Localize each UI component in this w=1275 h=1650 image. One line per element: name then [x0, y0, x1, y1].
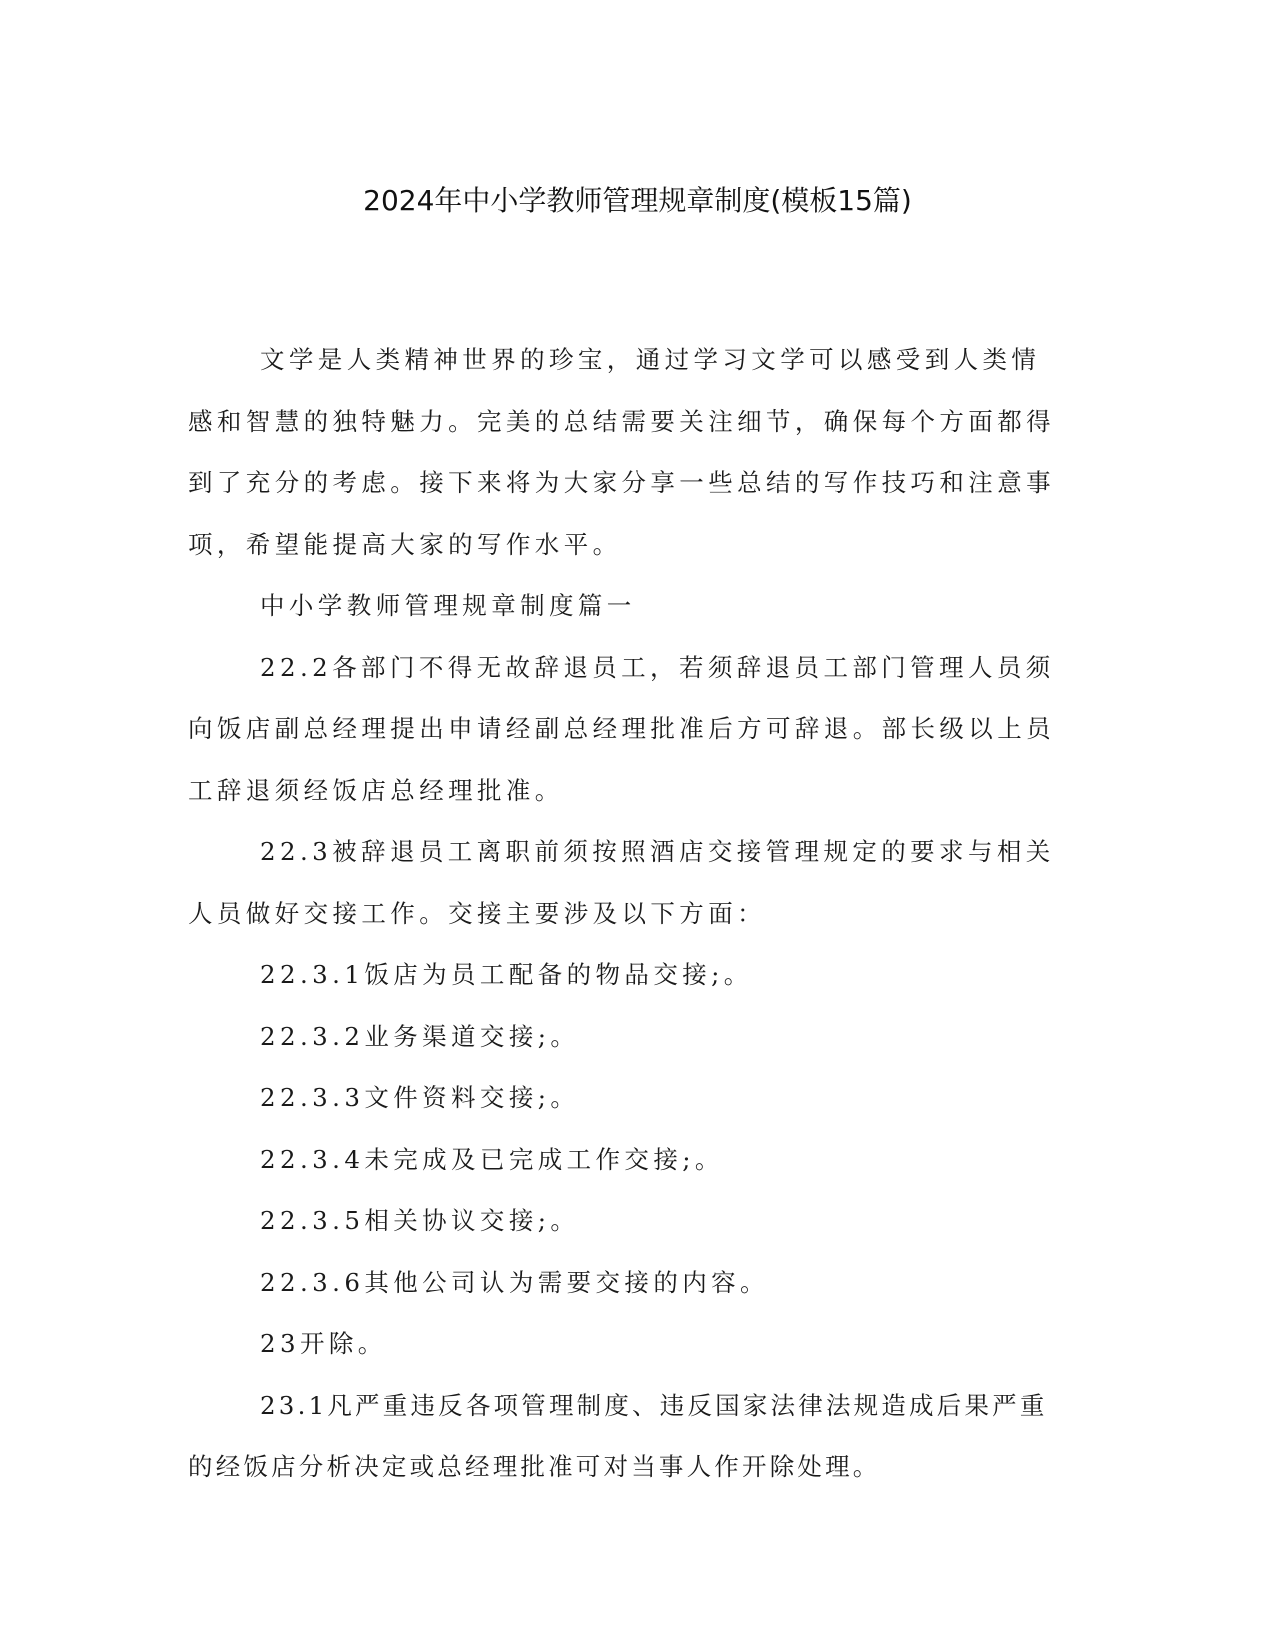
clause-22-3-2: 22.3.2业务渠道交接;。 — [260, 1021, 580, 1051]
clause-22-3-4: 22.3.4未完成及已完成工作交接;。 — [260, 1144, 724, 1174]
clause-22-3-6: 22.3.6其他公司认为需要交接的内容。 — [260, 1267, 769, 1297]
clause-22-3-1: 22.3.1饭店为员工配备的物品交接;。 — [260, 960, 753, 989]
clause-22-3-3: 22.3.3文件资料交接;。 — [260, 1083, 580, 1112]
document-body — [188, 329, 1068, 1498]
intro-paragraph: 文学是人类精神世界的珍宝，通过学习文学可以感受到人类情感和智慧的独特魅力。完美的总结需要关注细节，确保每个方面都得到了充分的考虑。接下来将为大家分享一些总结的写作技巧和注意事项，希望能提高大家的写作水平。 — [188, 345, 1055, 559]
clause-22-3-5: 22.3.5相关协议交接;。 — [260, 1206, 580, 1235]
clause-23: 23开除。 — [260, 1329, 387, 1358]
document-title: 2024年中小学教师管理规章制度(模板15篇) — [363, 184, 912, 217]
clause-23-1: 23.1凡严重违反各项管理制度、违反国家法律法规造成后果严重的经饭店分析决定或总经理批准可对当事人作开除处理。 — [188, 1390, 1048, 1481]
clause-22-3: 22.3被辞退员工离职前须按照酒店交接管理规定的要求与相关人员做好交接工作。交接主要涉及以下方面： — [188, 837, 1055, 928]
clause-22-2: 22.2各部门不得无故辞退员工，若须辞退员工部门管理人员须向饭店副总经理提出申请经副总经理批准后方可辞退。部长级以上员工辞退须经饭店总经理批准。 — [188, 652, 1055, 805]
section-heading: 中小学教师管理规章制度篇一 — [260, 591, 636, 620]
